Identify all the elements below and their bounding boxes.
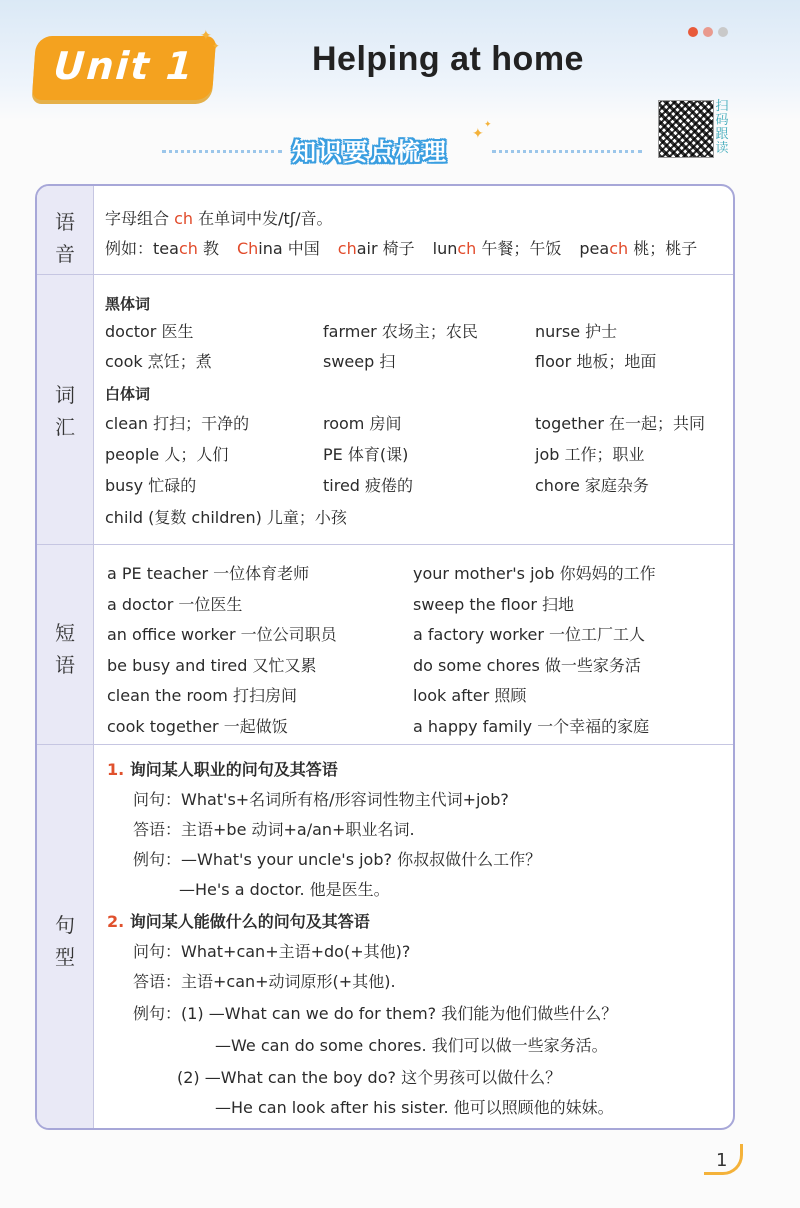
knowledge-table — [35, 184, 735, 1130]
sparkle-icon: ✦ — [200, 28, 212, 44]
sentences-row — [37, 744, 733, 1129]
phrase-item: a doctor 一位医生 — [107, 594, 243, 614]
sparkle-icon: ✦ — [472, 126, 484, 142]
vocab-heading-bold: 黑体词 — [105, 295, 151, 313]
pattern-line: 问句：What+can+主语+do(+其他)? — [133, 942, 411, 961]
row-label-char: 音 — [55, 242, 75, 266]
example-word: teach 教 — [153, 239, 219, 258]
decorative-dots — [683, 22, 728, 41]
dot-icon — [688, 27, 698, 37]
unit-label: Unit 1 — [52, 44, 197, 88]
vocab-word: busy 忙碌的 — [105, 476, 197, 495]
phrase-item: sweep the floor 扫地 — [413, 594, 575, 614]
pattern-line: —He's a doctor. 他是医生。 — [179, 880, 390, 899]
pattern-line: 例句：—What's your uncle's job? 你叔叔做什么工作？ — [133, 850, 542, 869]
row-label-char: 语 — [55, 653, 75, 677]
vocab-extra: child (复数 children) 儿童；小孩 — [105, 508, 347, 527]
dot-icon — [718, 27, 728, 37]
vocab-word: clean 打扫；干净的 — [105, 414, 250, 433]
row-label-char: 汇 — [55, 415, 75, 439]
dot-icon — [703, 27, 713, 37]
divider — [162, 150, 282, 153]
phrase-item: do some chores 做一些家务活 — [413, 655, 641, 675]
vocab-word: chore 家庭杂务 — [535, 476, 649, 495]
vocab-word: cook 烹饪；煮 — [105, 352, 212, 371]
phrase-item: a PE teacher 一位体育老师 — [107, 564, 310, 583]
phrase-item: clean the room 打扫房间 — [107, 686, 297, 705]
pattern-line: —We can do some chores. 我们可以做一些家务活。 — [215, 1036, 608, 1055]
phrases-row — [37, 544, 733, 745]
vocab-word: farmer 农场主；农民 — [323, 322, 478, 341]
vocab-word: floor 地板；地面 — [535, 352, 657, 371]
pronunciation-rule: 字母组合 ch 在单词中发/tʃ/音。 — [105, 209, 333, 228]
phrase-item: a factory worker 一位工厂工人 — [413, 625, 645, 644]
phrase-item: an office worker 一位公司职员 — [107, 625, 337, 644]
pattern-line: 例句：(1) —What can we do for them? 我们能为他们做些什么？ — [133, 1004, 618, 1023]
qr-code-icon[interactable] — [658, 100, 714, 158]
sparkle-icon: ✦ — [212, 42, 220, 52]
vocab-word: people 人；人们 — [105, 445, 229, 464]
sparkle-icon: ✦ — [484, 120, 492, 130]
phrase-item: your mother's job 你妈妈的工作 — [413, 564, 656, 583]
phrase-item: be busy and tired 又忙又累 — [107, 655, 317, 675]
row-label — [37, 186, 94, 274]
pattern-line: 答语：主语+be 动词+a/an+职业名词. — [133, 820, 415, 839]
pattern-line: 答语：主语+can+动词原形(+其他). — [133, 972, 396, 991]
vocab-word: nurse 护士 — [535, 322, 618, 341]
pattern-heading: 2. 询问某人能做什么的问句及其答语 — [107, 912, 370, 931]
pattern-line: (2) —What can the boy do? 这个男孩可以做什么？ — [177, 1068, 562, 1087]
vocab-word: together 在一起；共同 — [535, 414, 705, 433]
row-label — [37, 745, 94, 1129]
phrase-item: a happy family 一个幸福的家庭 — [413, 716, 650, 736]
page-title: Helping at home — [312, 40, 584, 78]
row-label-char: 型 — [55, 945, 75, 969]
example-word: chair 椅子 — [337, 239, 415, 258]
pattern-heading: 1. 询问某人职业的问句及其答语 — [107, 760, 338, 779]
vocab-word: room 房间 — [323, 414, 402, 433]
unit-badge — [32, 36, 216, 100]
row-label-char: 语 — [55, 210, 75, 234]
phrase-item: look after 照顾 — [413, 686, 527, 705]
example-word: peach 桃；桃子 — [579, 239, 698, 258]
example-word: lunch 午餐；午饭 — [432, 239, 562, 258]
vocab-word: tired 疲倦的 — [323, 476, 414, 495]
example-word: China 中国 — [236, 239, 320, 258]
pattern-line: —He can look after his sister. 他可以照顾他的妹妹。 — [215, 1098, 614, 1117]
divider — [492, 150, 642, 153]
row-label-char: 句 — [55, 913, 75, 937]
pronunciation-row — [37, 186, 733, 274]
vocab-heading-plain: 白体词 — [105, 385, 151, 403]
vocab-word: PE 体育(课) — [323, 445, 409, 464]
section-title: 知识要点梳理 — [292, 138, 448, 166]
vocab-word: doctor 医生 — [105, 322, 194, 341]
pronunciation-examples: 例如：teach 教 China 中国 chair 椅子 lunch 午餐；午饭 peach 桃；桃子 — [105, 239, 698, 258]
vocabulary-row — [37, 274, 733, 545]
pattern-line: 问句：What's+名词所有格/形容词性物主代词+job? — [133, 790, 509, 809]
vocab-word: job 工作；职业 — [535, 445, 645, 464]
row-label — [37, 545, 94, 745]
row-label — [37, 275, 94, 545]
phrase-item: cook together 一起做饭 — [107, 716, 288, 736]
page-number: 1 — [716, 1150, 728, 1171]
vocab-word: sweep 扫 — [323, 352, 396, 371]
qr-label: 扫码跟读 — [715, 99, 729, 156]
row-label-char: 短 — [55, 621, 75, 645]
row-label-char: 词 — [55, 383, 75, 407]
